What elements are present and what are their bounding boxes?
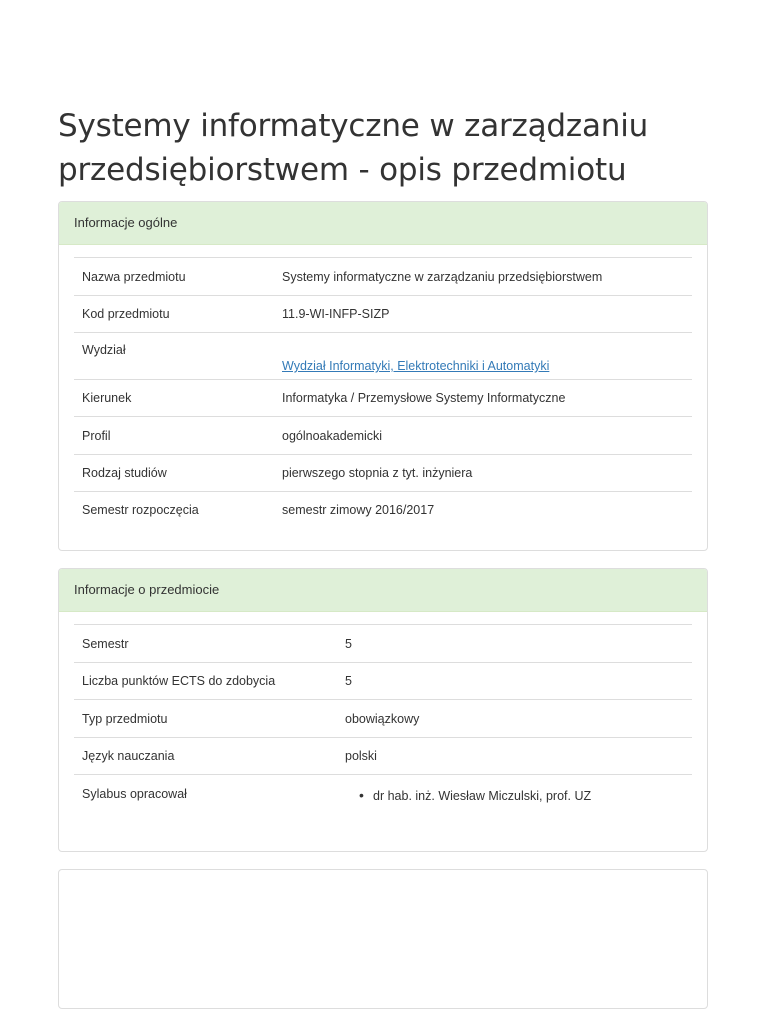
row-value: pierwszego stopnia z tyt. inżyniera (274, 455, 692, 492)
table-row (74, 700, 692, 738)
row-label: Język nauczania (74, 738, 337, 775)
row-value (337, 775, 692, 826)
row-value: Informatyka / Przemysłowe Systemy Informatyczne (274, 380, 692, 417)
row-label: Kod przedmiotu (74, 296, 274, 333)
author-list (345, 789, 684, 803)
row-label: Liczba punktów ECTS do zdobycia (74, 663, 337, 700)
row-label: Typ przedmiotu (74, 700, 337, 738)
bullet-icon: • (359, 787, 364, 803)
row-value: semestr zimowy 2016/2017 (274, 492, 692, 529)
row-label: Semestr (74, 625, 337, 663)
row-value: polski (337, 738, 692, 775)
row-label: Wydział (74, 333, 274, 380)
row-value: Systemy informatyczne w zarządzaniu przedsiębiorstwem (274, 258, 692, 296)
row-label: Rodzaj studiów (74, 455, 274, 492)
row-label: Sylabus opracował (74, 775, 337, 826)
row-value: 5 (337, 625, 692, 663)
row-label: Kierunek (74, 380, 274, 417)
row-label: Semestr rozpoczęcia (74, 492, 274, 529)
faculty-link[interactable]: Wydział Informatyki, Elektrotechniki i Automatyki (282, 359, 550, 373)
row-value: 5 (337, 663, 692, 700)
row-value: ogólnoakademicki (274, 417, 692, 455)
course-info-table (74, 624, 692, 825)
table-row (74, 738, 692, 775)
table-row (74, 455, 692, 492)
row-value: obowiązkowy (337, 700, 692, 738)
next-panel (58, 869, 708, 1009)
table-row (74, 296, 692, 333)
table-row (74, 625, 692, 663)
table-row (74, 258, 692, 296)
table-row (74, 492, 692, 529)
general-info-table (74, 257, 692, 529)
row-label: Profil (74, 417, 274, 455)
table-row (74, 333, 692, 380)
table-row (74, 663, 692, 700)
course-info-panel (58, 568, 708, 852)
page-title: Systemy informatyczne w zarządzaniu przedsiębiorstwem - opis przedmiotu (58, 108, 649, 188)
table-row (74, 380, 692, 417)
table-row (74, 775, 692, 826)
author-name: dr hab. inż. Wiesław Miczulski, prof. UZ (373, 789, 592, 803)
general-info-panel (58, 201, 708, 551)
table-row (74, 417, 692, 455)
general-info-heading: Informacje ogólne (59, 202, 707, 245)
row-value: 11.9-WI-INFP-SIZP (274, 296, 692, 333)
list-item (359, 787, 684, 803)
course-info-heading: Informacje o przedmiocie (59, 569, 707, 612)
row-label: Nazwa przedmiotu (74, 258, 274, 296)
row-value (274, 333, 692, 380)
